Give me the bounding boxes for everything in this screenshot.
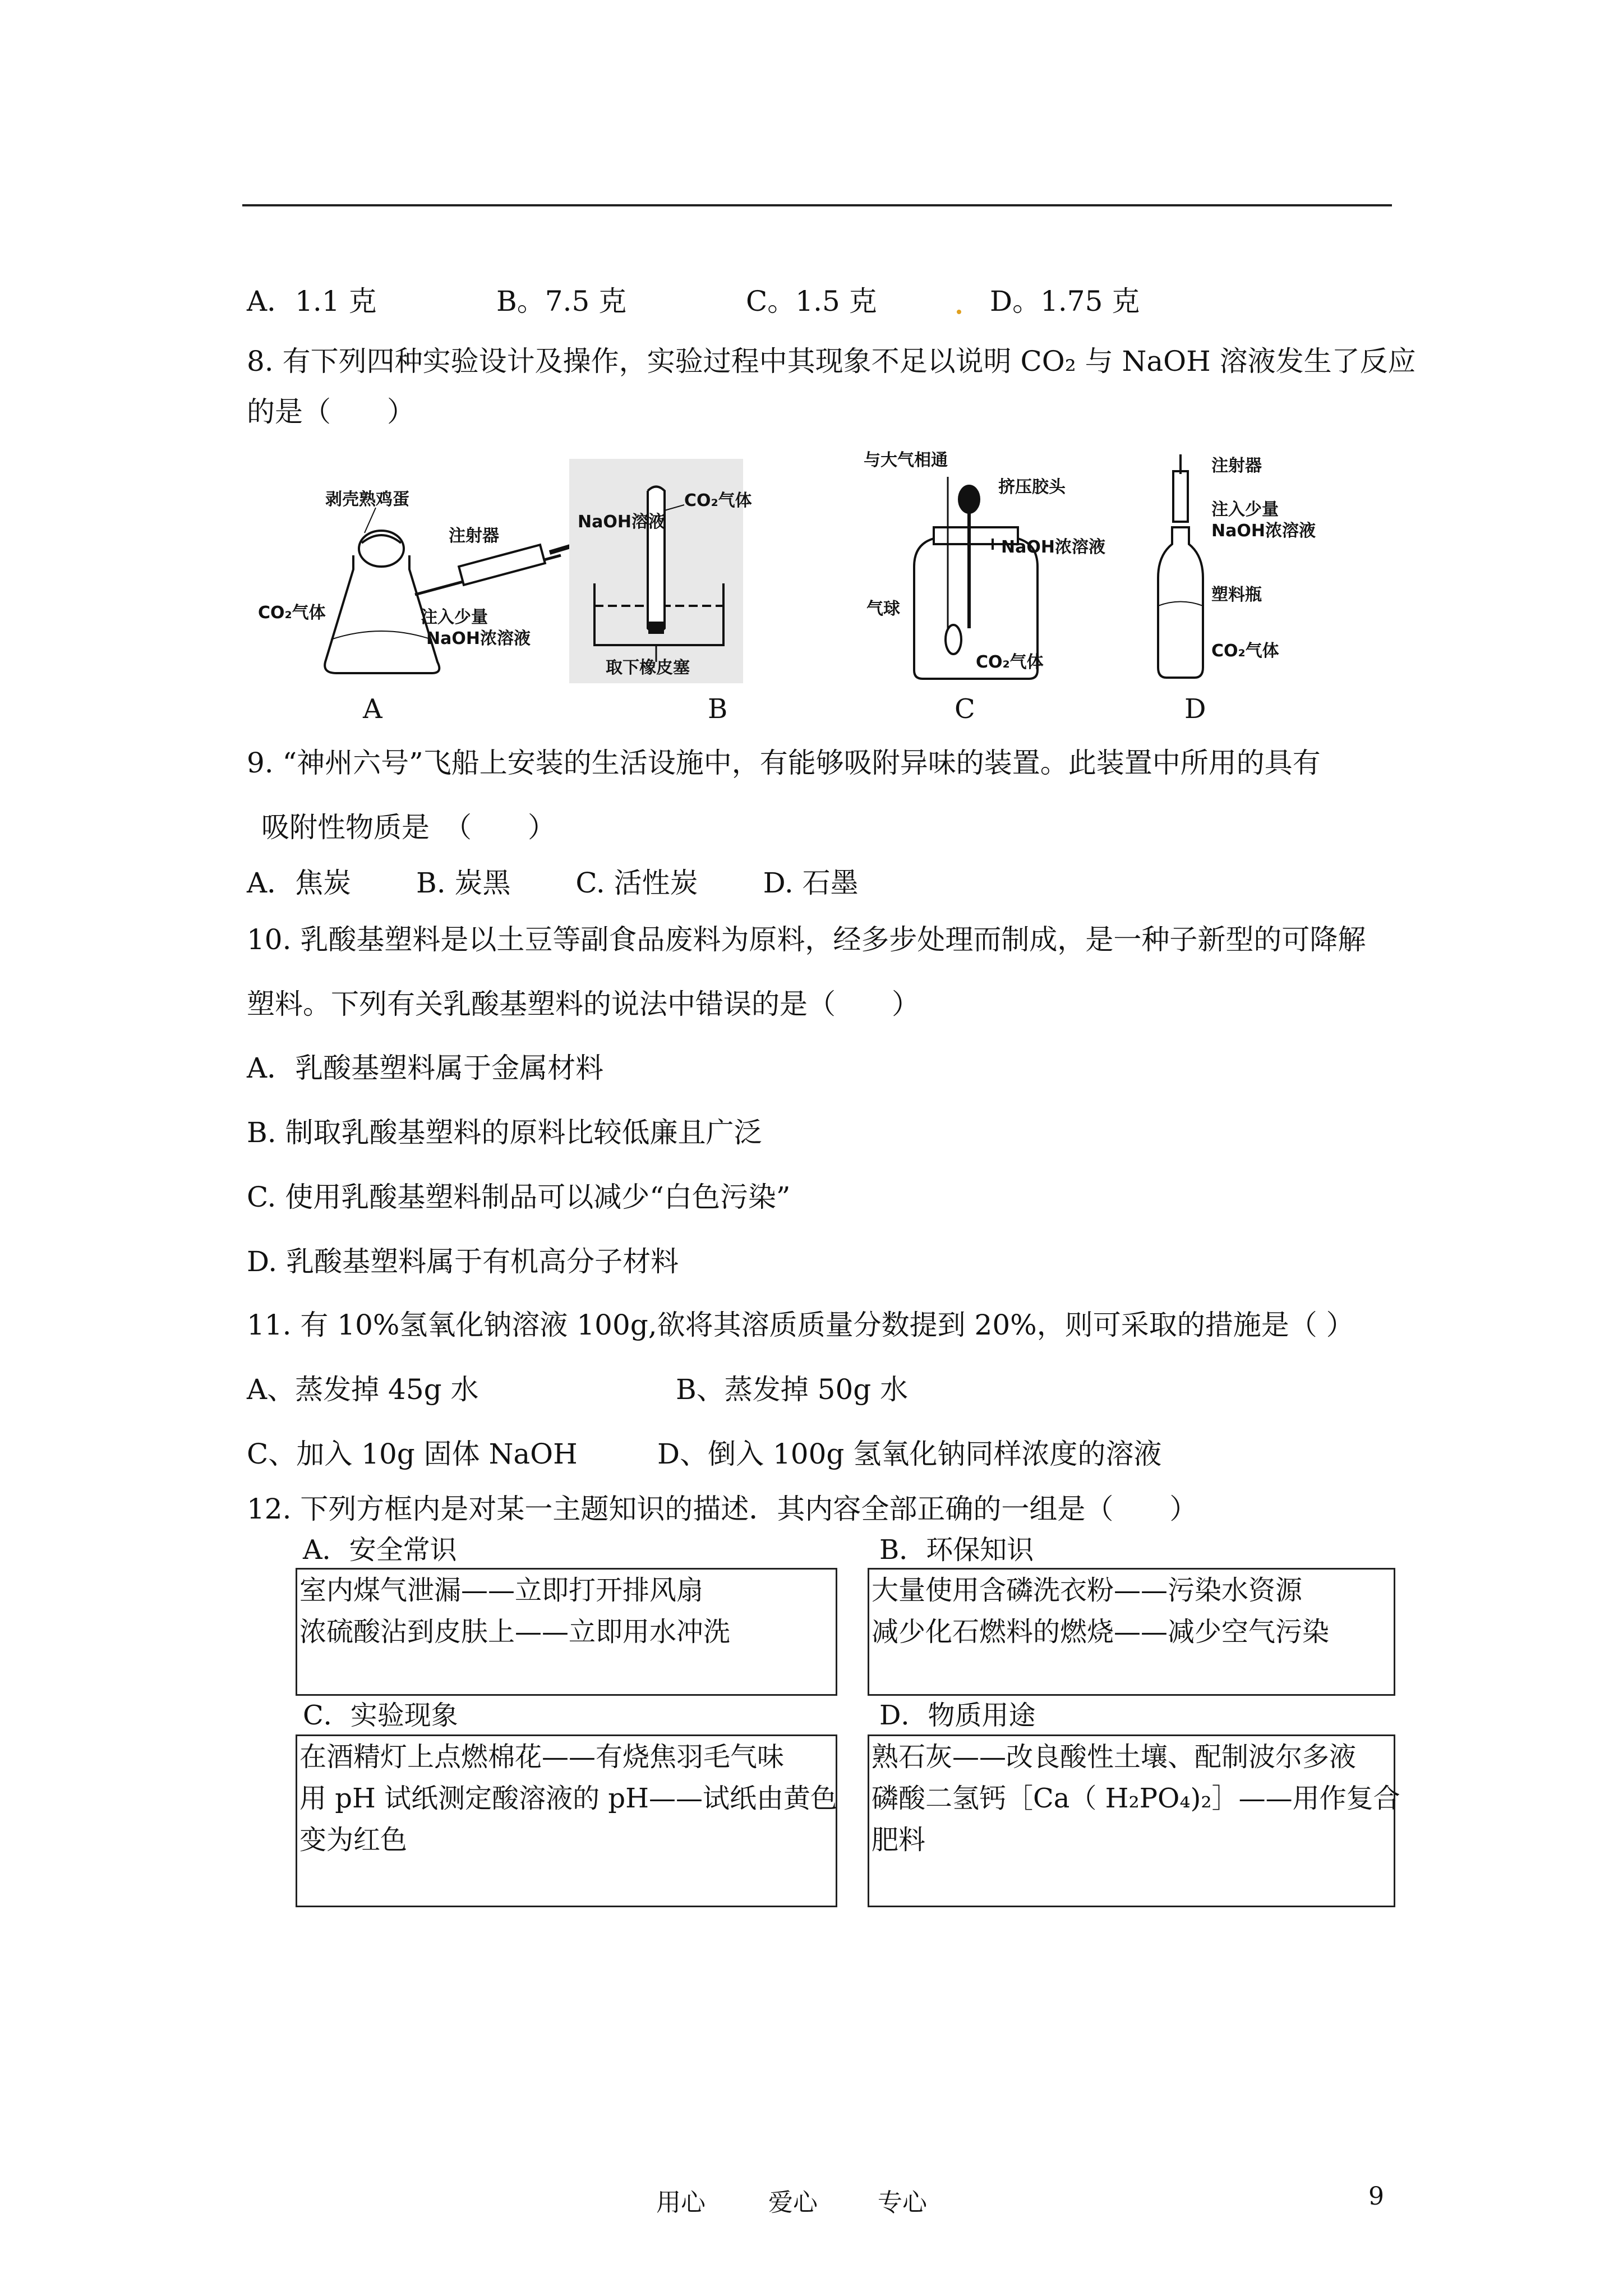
- fig-d-gas-label: CO₂气体: [1211, 641, 1279, 661]
- q12-box-a-title: A．安全常识: [303, 1534, 457, 1566]
- fig-c-naoh-label: NaOH浓溶液: [1001, 537, 1105, 557]
- q11-option-c: C、加入 10g 固体 NaOH: [247, 1438, 578, 1470]
- fig-d-syringe-label: 注射器: [1211, 456, 1262, 476]
- q10-option-d: D. 乳酸基塑料属于有机高分子材料: [247, 1245, 679, 1278]
- q12-box-d-line3: 肥料: [872, 1824, 926, 1856]
- fig-d-caption: D: [1184, 693, 1206, 725]
- fig-b-naoh-label: NaOH溶液: [578, 512, 665, 532]
- fig-c-gas-label: CO₂气体: [976, 652, 1044, 672]
- fig-d-inject-label-2: NaOH浓溶液: [1211, 521, 1316, 541]
- stray-mark: [957, 310, 961, 314]
- q8-stem-line2: 的是（ ）: [247, 395, 415, 428]
- q7-option-a: A．1.1 克: [247, 285, 377, 318]
- q11-option-a: A、蒸发掉 45g 水: [247, 1373, 479, 1406]
- figure-c: [914, 477, 1038, 679]
- q12-box-c-title: C．实验现象: [303, 1700, 458, 1731]
- q11-stem: 11. 有 10%氢氧化钠溶液 100g,欲将其溶质质量分数提到 20%，则可采取的措施是（ ）: [247, 1309, 1354, 1341]
- footer-text-2: 爱心: [768, 2188, 818, 2217]
- fig-c-atmos-label: 与大气相通: [864, 450, 948, 470]
- q12-box-b: [868, 1568, 1395, 1696]
- q10-option-b: B. 制取乳酸基塑料的原料比较低廉且广泛: [247, 1116, 762, 1149]
- q12-box-a-line2: 浓硫酸沾到皮肤上——立即用水冲洗: [299, 1616, 731, 1648]
- fig-a-syringe-label: 注射器: [449, 526, 499, 546]
- fig-b-stopper-label: 取下橡皮塞: [606, 658, 690, 678]
- page-number: 9: [1368, 2182, 1384, 2211]
- q12-box-a: [296, 1568, 837, 1696]
- fig-c-balloon-label: 气球: [866, 599, 900, 619]
- footer-text-1: 用心: [656, 2188, 706, 2217]
- figure-d: [1158, 454, 1203, 678]
- q8-figures: [247, 443, 1413, 690]
- q12-box-d-title: D．物质用途: [879, 1700, 1036, 1731]
- q12-box-b-line1: 大量使用含磷洗衣粉——污染水资源: [872, 1575, 1303, 1606]
- q10-option-c: C. 使用乳酸基塑料制品可以减少“白色污染”: [247, 1181, 791, 1213]
- fig-b-caption: B: [708, 693, 728, 725]
- header-rule: [242, 204, 1392, 206]
- q12-box-b-line2: 减少化石燃料的燃烧——减少空气污染: [872, 1616, 1330, 1648]
- q12-box-d: [868, 1734, 1400, 1907]
- footer-text-3: 专心: [878, 2188, 927, 2217]
- fig-c-squeeze-label: 挤压胶头: [998, 477, 1066, 497]
- q12-box-b-title: B．环保知识: [879, 1534, 1034, 1566]
- q11-option-d: D、倒入 100g 氢氧化钠同样浓度的溶液: [657, 1438, 1162, 1470]
- q10-option-a: A．乳酸基塑料属于金属材料: [247, 1052, 604, 1084]
- fig-c-caption: C: [955, 693, 975, 725]
- q12-stem: 12. 下列方框内是对某一主题知识的描述．其内容全部正确的一组是（ ）: [247, 1493, 1198, 1525]
- q7-option-b: B。7.5 克: [496, 285, 627, 318]
- fig-a-caption: A: [363, 693, 382, 725]
- fig-a-inject-label-1: 注入少量: [421, 608, 488, 627]
- q12-box-a-line1: 室内煤气泄漏——立即打开排风扇: [299, 1575, 704, 1606]
- q7-option-d: D。1.75 克: [990, 285, 1140, 318]
- q7-option-c: C。1.5 克: [746, 285, 877, 318]
- q12-box-d-line2: 磷酸二氢钙［Ca（ H₂PO₄)₂］——用作复合: [872, 1783, 1400, 1814]
- q9-options: A．焦炭 B. 炭黑 C. 活性炭 D. 石墨: [247, 867, 859, 899]
- fig-a-egg-label: 剥壳熟鸡蛋: [325, 490, 409, 509]
- fig-d-bottle-label: 塑料瓶: [1211, 585, 1262, 605]
- fig-b-gas-label: CO₂气体: [684, 491, 752, 510]
- fig-a-gas-label: CO₂气体: [258, 603, 326, 623]
- q9-stem-line2: 吸附性物质是 （ ）: [261, 811, 556, 844]
- q12-box-c-line2: 用 pH 试纸测定酸溶液的 pH——试纸由黄色: [299, 1783, 837, 1814]
- q12-box-c: [296, 1734, 837, 1907]
- q12-box-c-line1: 在酒精灯上点燃棉花——有烧焦羽毛气味: [299, 1741, 785, 1773]
- q9-stem-line1: 9. “神州六号”飞船上安装的生活设施中，有能够吸附异味的装置。此装置中所用的具有: [247, 747, 1321, 779]
- fig-d-inject-label-1: 注入少量: [1211, 500, 1279, 519]
- fig-a-inject-label-2: NaOH浓溶液: [426, 629, 531, 648]
- q8-stem-line1: 8. 有下列四种实验设计及操作，实验过程中其现象不足以说明 CO₂ 与 NaOH 溶液发生了反应: [247, 345, 1416, 378]
- q11-option-b: B、蒸发掉 50g 水: [676, 1373, 909, 1406]
- q12-box-c-line3: 变为红色: [299, 1824, 408, 1856]
- q12-box-d-line1: 熟石灰——改良酸性土壤、配制波尔多液: [872, 1741, 1357, 1773]
- q10-stem-line2: 塑料。下列有关乳酸基塑料的说法中错误的是（ ）: [247, 988, 920, 1020]
- q10-stem-line1: 10. 乳酸基塑料是以土豆等副食品废料为原料，经多步处理而制成，是一种子新型的可降解: [247, 923, 1366, 956]
